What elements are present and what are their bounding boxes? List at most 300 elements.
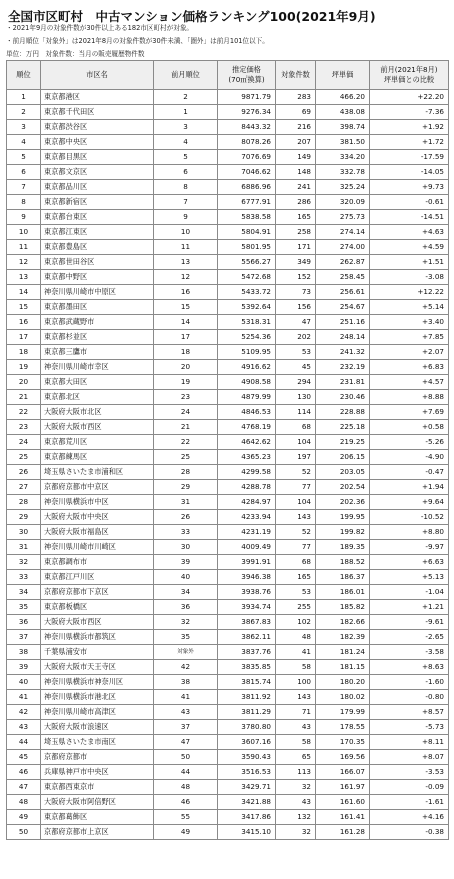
table-row [7, 510, 449, 525]
row-unit-price: 262.87 [316, 255, 370, 270]
row-prev-rank: 49 [154, 825, 218, 840]
row-city: 大阪府大阪市天王寺区 [41, 660, 154, 675]
row-city: 東京都新宿区 [41, 195, 154, 210]
row-change: +1.94 [370, 480, 449, 495]
row-rank: 12 [7, 255, 41, 270]
row-rank: 18 [7, 345, 41, 360]
row-price: 3590.43 [218, 750, 276, 765]
row-rank: 7 [7, 180, 41, 195]
row-prev-rank: 42 [154, 660, 218, 675]
table-row [7, 540, 449, 555]
table-row [7, 225, 449, 240]
row-price: 5433.72 [218, 285, 276, 300]
row-rank: 37 [7, 630, 41, 645]
row-city: 神奈川県横浜市中区 [41, 495, 154, 510]
row-change: -0.38 [370, 825, 449, 840]
row-price: 3867.83 [218, 615, 276, 630]
table-row [7, 375, 449, 390]
row-prev-rank: 2 [154, 90, 218, 105]
row-price: 3938.76 [218, 585, 276, 600]
row-unit-price: 320.09 [316, 195, 370, 210]
row-price: 3934.74 [218, 600, 276, 615]
row-price: 3946.38 [218, 570, 276, 585]
row-count: 156 [276, 300, 316, 315]
row-city: 神奈川県横浜市神奈川区 [41, 675, 154, 690]
row-city: 東京都調布市 [41, 555, 154, 570]
row-city: 埼玉県さいたま市浦和区 [41, 465, 154, 480]
row-unit-price: 185.82 [316, 600, 370, 615]
row-unit-price: 332.78 [316, 165, 370, 180]
header-row [7, 61, 449, 90]
row-count: 77 [276, 480, 316, 495]
row-prev-rank: 35 [154, 630, 218, 645]
table-row [7, 180, 449, 195]
row-price: 3607.16 [218, 735, 276, 750]
row-unit-price: 274.00 [316, 240, 370, 255]
row-price: 4284.97 [218, 495, 276, 510]
row-price: 4879.99 [218, 390, 276, 405]
row-change: +12.22 [370, 285, 449, 300]
row-price: 5801.95 [218, 240, 276, 255]
row-rank: 6 [7, 165, 41, 180]
row-unit-price: 334.20 [316, 150, 370, 165]
row-count: 73 [276, 285, 316, 300]
table-row [7, 345, 449, 360]
header-prev-rank: 前月順位 [154, 61, 218, 90]
row-count: 68 [276, 420, 316, 435]
row-city: 東京都千代田区 [41, 105, 154, 120]
row-prev-rank: 43 [154, 705, 218, 720]
row-city: 大阪府大阪市中央区 [41, 510, 154, 525]
row-rank: 10 [7, 225, 41, 240]
header-price [218, 61, 276, 90]
row-rank: 33 [7, 570, 41, 585]
row-prev-rank: 10 [154, 225, 218, 240]
row-price: 5472.68 [218, 270, 276, 285]
row-city: 東京都中野区 [41, 270, 154, 285]
row-rank: 21 [7, 390, 41, 405]
header-rank: 順位 [7, 61, 41, 90]
row-change: +8.88 [370, 390, 449, 405]
row-prev-rank: 55 [154, 810, 218, 825]
row-price: 7046.62 [218, 165, 276, 180]
row-city: 東京都目黒区 [41, 150, 154, 165]
row-count: 143 [276, 510, 316, 525]
row-city: 東京都文京区 [41, 165, 154, 180]
row-unit-price: 180.20 [316, 675, 370, 690]
table-row [7, 120, 449, 135]
row-unit-price: 186.01 [316, 585, 370, 600]
row-unit-price: 381.50 [316, 135, 370, 150]
row-unit-price: 228.88 [316, 405, 370, 420]
row-change: -14.51 [370, 210, 449, 225]
table-row [7, 600, 449, 615]
row-unit-price: 166.07 [316, 765, 370, 780]
row-change: -3.53 [370, 765, 449, 780]
row-rank: 30 [7, 525, 41, 540]
row-unit-price: 181.15 [316, 660, 370, 675]
row-price: 3991.91 [218, 555, 276, 570]
row-count: 47 [276, 315, 316, 330]
row-price: 9871.79 [218, 90, 276, 105]
row-city: 大阪府大阪市福島区 [41, 525, 154, 540]
row-change: +3.40 [370, 315, 449, 330]
row-city: 東京都北区 [41, 390, 154, 405]
row-count: 53 [276, 585, 316, 600]
row-city: 大阪府大阪市西区 [41, 615, 154, 630]
row-change: +4.63 [370, 225, 449, 240]
row-unit-price: 202.36 [316, 495, 370, 510]
row-prev-rank: 対象外 [154, 645, 218, 660]
row-unit-price: 161.28 [316, 825, 370, 840]
unit-note: 単位：万円 対象件数：当月の販売履歴物件数 [6, 50, 145, 58]
row-count: 32 [276, 780, 316, 795]
row-city: 京都府京都市中京区 [41, 480, 154, 495]
row-prev-rank: 33 [154, 525, 218, 540]
row-rank: 17 [7, 330, 41, 345]
row-price: 3862.11 [218, 630, 276, 645]
row-prev-rank: 9 [154, 210, 218, 225]
table-row [7, 810, 449, 825]
row-unit-price: 203.05 [316, 465, 370, 480]
row-price: 5392.64 [218, 300, 276, 315]
row-change: +6.83 [370, 360, 449, 375]
row-count: 255 [276, 600, 316, 615]
table-row [7, 705, 449, 720]
row-change: +0.58 [370, 420, 449, 435]
row-price: 7076.69 [218, 150, 276, 165]
row-city: 東京都葛飾区 [41, 810, 154, 825]
row-city: 東京都大田区 [41, 375, 154, 390]
row-rank: 43 [7, 720, 41, 735]
table-row [7, 795, 449, 810]
row-city: 大阪府大阪市阿倍野区 [41, 795, 154, 810]
row-count: 43 [276, 795, 316, 810]
row-rank: 16 [7, 315, 41, 330]
row-city: 京都府京都市上京区 [41, 825, 154, 840]
row-change: +22.20 [370, 90, 449, 105]
table-row [7, 450, 449, 465]
row-change: +7.69 [370, 405, 449, 420]
table-row [7, 165, 449, 180]
row-prev-rank: 21 [154, 420, 218, 435]
row-prev-rank: 20 [154, 360, 218, 375]
row-price: 4642.62 [218, 435, 276, 450]
table-row [7, 435, 449, 450]
row-prev-rank: 50 [154, 750, 218, 765]
row-price: 4908.58 [218, 375, 276, 390]
row-prev-rank: 24 [154, 405, 218, 420]
row-unit-price: 230.46 [316, 390, 370, 405]
row-prev-rank: 1 [154, 105, 218, 120]
row-unit-price: 161.41 [316, 810, 370, 825]
row-change: +1.72 [370, 135, 449, 150]
row-rank: 14 [7, 285, 41, 300]
row-price: 5566.27 [218, 255, 276, 270]
header-change-line2: 坪単価との比較 [383, 75, 435, 84]
row-rank: 41 [7, 690, 41, 705]
row-count: 286 [276, 195, 316, 210]
row-change: -1.61 [370, 795, 449, 810]
row-price: 3415.10 [218, 825, 276, 840]
row-count: 53 [276, 345, 316, 360]
row-price: 3421.88 [218, 795, 276, 810]
row-city: 千葉県浦安市 [41, 645, 154, 660]
row-change: -2.65 [370, 630, 449, 645]
header-change-line1: 前月(2021年8月) [380, 65, 438, 74]
row-price: 5838.58 [218, 210, 276, 225]
row-price: 5318.31 [218, 315, 276, 330]
row-count: 202 [276, 330, 316, 345]
row-rank: 32 [7, 555, 41, 570]
row-rank: 47 [7, 780, 41, 795]
row-city: 東京都品川区 [41, 180, 154, 195]
row-count: 171 [276, 240, 316, 255]
row-city: 大阪府大阪市浪速区 [41, 720, 154, 735]
row-city: 神奈川県川崎市中原区 [41, 285, 154, 300]
row-unit-price: 258.45 [316, 270, 370, 285]
row-unit-price: 254.67 [316, 300, 370, 315]
table-row [7, 315, 449, 330]
row-change: -0.09 [370, 780, 449, 795]
row-unit-price: 438.08 [316, 105, 370, 120]
row-city: 東京都墨田区 [41, 300, 154, 315]
row-rank: 20 [7, 375, 41, 390]
row-prev-rank: 41 [154, 690, 218, 705]
row-prev-rank: 12 [154, 270, 218, 285]
row-change: -3.08 [370, 270, 449, 285]
note-line: ・2021年9月の対象件数が30件以上ある182市区町村が対象。 [6, 24, 194, 32]
row-city: 東京都台東区 [41, 210, 154, 225]
row-rank: 46 [7, 765, 41, 780]
table-row [7, 660, 449, 675]
row-unit-price: 189.35 [316, 540, 370, 555]
table-row [7, 780, 449, 795]
row-count: 241 [276, 180, 316, 195]
row-change: -5.73 [370, 720, 449, 735]
row-count: 294 [276, 375, 316, 390]
table-row [7, 555, 449, 570]
row-prev-rank: 5 [154, 150, 218, 165]
row-price: 3815.74 [218, 675, 276, 690]
row-prev-rank: 37 [154, 720, 218, 735]
row-rank: 38 [7, 645, 41, 660]
row-price: 6886.96 [218, 180, 276, 195]
row-price: 5254.36 [218, 330, 276, 345]
row-prev-rank: 25 [154, 450, 218, 465]
row-rank: 35 [7, 600, 41, 615]
row-rank: 11 [7, 240, 41, 255]
row-city: 東京都板橋区 [41, 600, 154, 615]
row-city: 東京都港区 [41, 90, 154, 105]
row-change: -5.26 [370, 435, 449, 450]
row-city: 埼玉県さいたま市南区 [41, 735, 154, 750]
row-change: -9.61 [370, 615, 449, 630]
row-rank: 8 [7, 195, 41, 210]
row-prev-rank: 39 [154, 555, 218, 570]
row-count: 114 [276, 405, 316, 420]
table-row [7, 270, 449, 285]
row-unit-price: 180.02 [316, 690, 370, 705]
table-row [7, 465, 449, 480]
header-price-line2: (70㎡換算) [228, 75, 265, 84]
row-unit-price: 186.37 [316, 570, 370, 585]
row-prev-rank: 31 [154, 495, 218, 510]
row-rank: 24 [7, 435, 41, 450]
row-count: 258 [276, 225, 316, 240]
row-prev-rank: 29 [154, 480, 218, 495]
row-price: 3837.76 [218, 645, 276, 660]
table-row [7, 390, 449, 405]
row-rank: 48 [7, 795, 41, 810]
row-price: 3516.53 [218, 765, 276, 780]
row-city: 東京都江戸川区 [41, 570, 154, 585]
row-change: -10.52 [370, 510, 449, 525]
row-city: 東京都三鷹市 [41, 345, 154, 360]
row-price: 3835.85 [218, 660, 276, 675]
row-prev-rank: 6 [154, 165, 218, 180]
row-change: +8.07 [370, 750, 449, 765]
row-prev-rank: 34 [154, 585, 218, 600]
row-city: 東京都杉並区 [41, 330, 154, 345]
row-rank: 40 [7, 675, 41, 690]
row-city: 東京都荒川区 [41, 435, 154, 450]
row-rank: 2 [7, 105, 41, 120]
row-unit-price: 466.20 [316, 90, 370, 105]
row-rank: 28 [7, 495, 41, 510]
row-price: 4009.49 [218, 540, 276, 555]
row-unit-price: 170.35 [316, 735, 370, 750]
table-row [7, 570, 449, 585]
row-unit-price: 179.99 [316, 705, 370, 720]
row-change: -1.60 [370, 675, 449, 690]
row-change: +4.16 [370, 810, 449, 825]
table-row [7, 210, 449, 225]
row-unit-price: 232.19 [316, 360, 370, 375]
row-change: +6.63 [370, 555, 449, 570]
row-city: 大阪府大阪市北区 [41, 405, 154, 420]
row-prev-rank: 4 [154, 135, 218, 150]
row-rank: 9 [7, 210, 41, 225]
row-change: +8.57 [370, 705, 449, 720]
row-city: 大阪府大阪市西区 [41, 420, 154, 435]
header-change [370, 61, 449, 90]
row-change: +2.07 [370, 345, 449, 360]
row-count: 143 [276, 690, 316, 705]
row-price: 4768.19 [218, 420, 276, 435]
row-price: 3417.86 [218, 810, 276, 825]
row-prev-rank: 17 [154, 330, 218, 345]
row-count: 207 [276, 135, 316, 150]
row-count: 41 [276, 645, 316, 660]
row-unit-price: 161.97 [316, 780, 370, 795]
ranking-table [6, 60, 449, 840]
header-unit-price: 坪単価 [316, 61, 370, 90]
row-prev-rank: 26 [154, 510, 218, 525]
row-change: -4.90 [370, 450, 449, 465]
row-price: 8078.26 [218, 135, 276, 150]
row-rank: 3 [7, 120, 41, 135]
row-price: 3811.29 [218, 705, 276, 720]
row-rank: 45 [7, 750, 41, 765]
table-row [7, 240, 449, 255]
row-city: 東京都武蔵野市 [41, 315, 154, 330]
row-unit-price: 202.54 [316, 480, 370, 495]
row-price: 4365.23 [218, 450, 276, 465]
row-count: 104 [276, 435, 316, 450]
row-count: 102 [276, 615, 316, 630]
row-count: 100 [276, 675, 316, 690]
row-count: 349 [276, 255, 316, 270]
table-row [7, 285, 449, 300]
row-count: 45 [276, 360, 316, 375]
row-count: 104 [276, 495, 316, 510]
row-price: 3811.92 [218, 690, 276, 705]
row-count: 43 [276, 720, 316, 735]
row-count: 165 [276, 570, 316, 585]
row-change: -9.97 [370, 540, 449, 555]
row-count: 113 [276, 765, 316, 780]
row-rank: 36 [7, 615, 41, 630]
row-count: 52 [276, 465, 316, 480]
row-change: -3.58 [370, 645, 449, 660]
row-rank: 5 [7, 150, 41, 165]
table-row [7, 150, 449, 165]
row-prev-rank: 7 [154, 195, 218, 210]
row-count: 149 [276, 150, 316, 165]
row-unit-price: 169.56 [316, 750, 370, 765]
row-price: 4233.94 [218, 510, 276, 525]
row-city: 神奈川県川崎市高津区 [41, 705, 154, 720]
row-prev-rank: 22 [154, 435, 218, 450]
row-prev-rank: 30 [154, 540, 218, 555]
table-row [7, 675, 449, 690]
row-change: +8.11 [370, 735, 449, 750]
row-unit-price: 275.73 [316, 210, 370, 225]
row-city: 京都府京都市下京区 [41, 585, 154, 600]
row-change: +1.92 [370, 120, 449, 135]
row-prev-rank: 32 [154, 615, 218, 630]
row-change: +5.13 [370, 570, 449, 585]
row-count: 132 [276, 810, 316, 825]
row-unit-price: 199.95 [316, 510, 370, 525]
row-count: 197 [276, 450, 316, 465]
row-price: 4288.78 [218, 480, 276, 495]
row-change: -7.36 [370, 105, 449, 120]
row-price: 3780.80 [218, 720, 276, 735]
row-change: -0.47 [370, 465, 449, 480]
row-change: +7.85 [370, 330, 449, 345]
row-unit-price: 178.55 [316, 720, 370, 735]
row-change: +1.21 [370, 600, 449, 615]
table-row [7, 195, 449, 210]
row-unit-price: 181.24 [316, 645, 370, 660]
row-change: +4.59 [370, 240, 449, 255]
row-city: 東京都中央区 [41, 135, 154, 150]
row-prev-rank: 47 [154, 735, 218, 750]
row-change: +1.51 [370, 255, 449, 270]
row-price: 3429.71 [218, 780, 276, 795]
row-price: 4916.62 [218, 360, 276, 375]
table-row [7, 765, 449, 780]
table-row [7, 630, 449, 645]
row-city: 神奈川県川崎市幸区 [41, 360, 154, 375]
row-unit-price: 161.60 [316, 795, 370, 810]
table-row [7, 135, 449, 150]
row-price: 8443.32 [218, 120, 276, 135]
table-row [7, 750, 449, 765]
row-unit-price: 251.16 [316, 315, 370, 330]
